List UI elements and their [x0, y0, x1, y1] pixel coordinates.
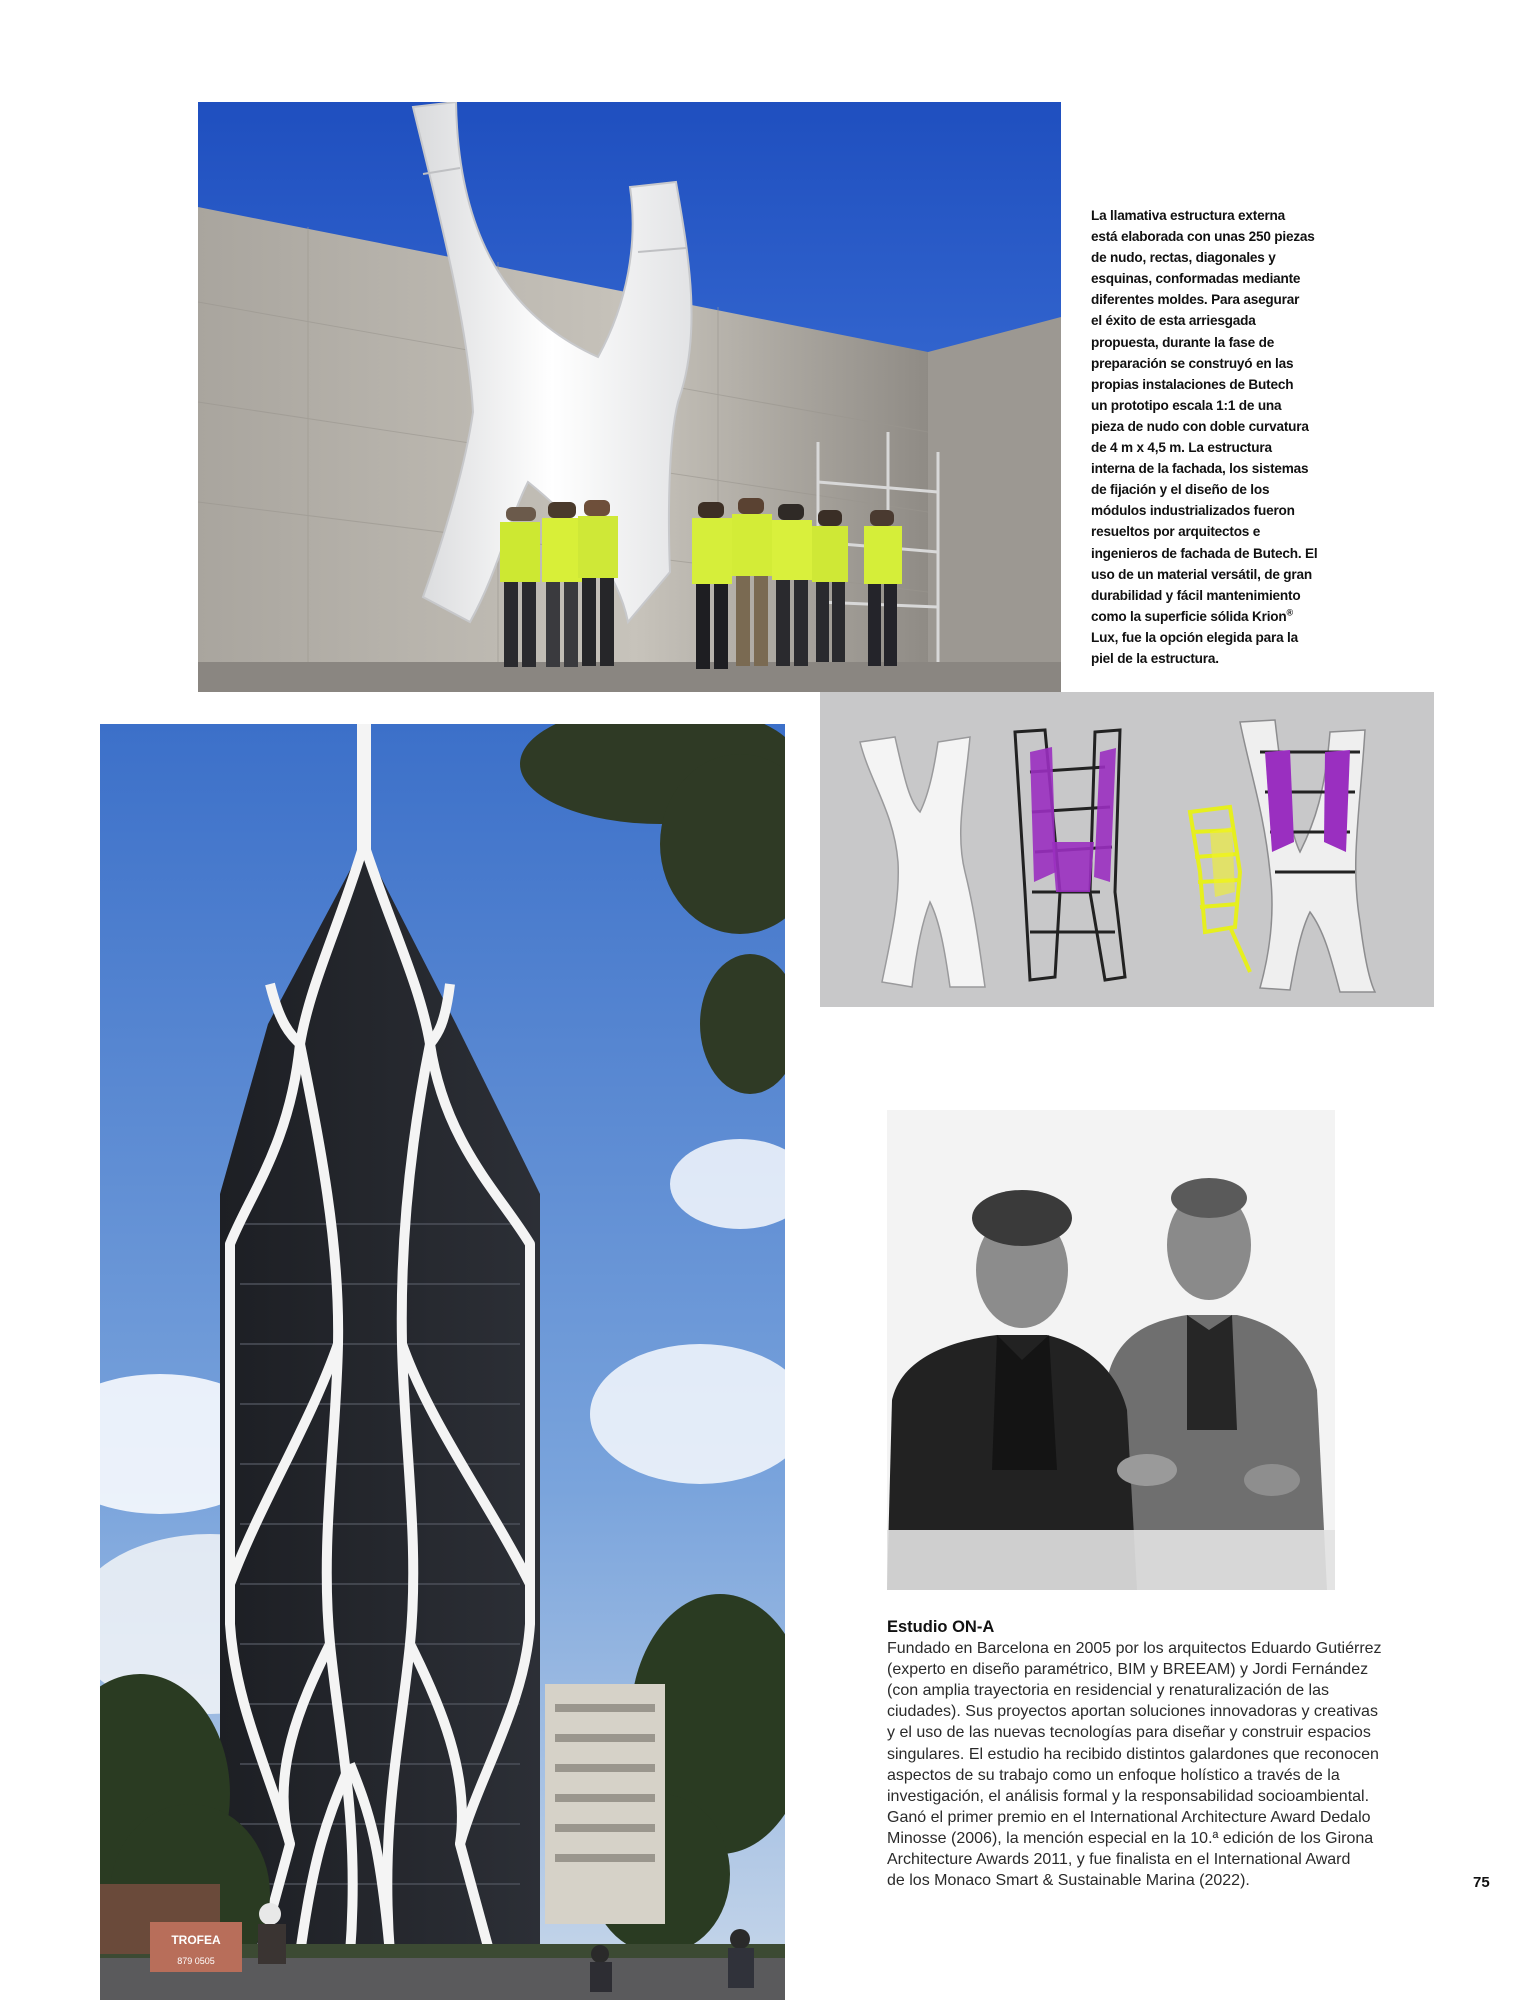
- structure-caption: [1091, 205, 1341, 669]
- tower-rendering-photo: [100, 724, 785, 2000]
- bio-title: Estudio ON-A: [887, 1618, 995, 1636]
- node-structure-diagram: [820, 692, 1434, 1007]
- trofea-sign: TROFEA: [171, 1933, 221, 1947]
- trofea-phone: 879 0505: [177, 1956, 215, 1966]
- structure-prototype-photo: [198, 102, 1061, 692]
- studio-bio: [887, 1617, 1427, 1891]
- registered-mark: ®: [1286, 607, 1293, 618]
- caption-text: La llamativa estructura externa está elaborada con unas 250 piezas de nudo, rectas, diagonales y esquinas, conformadas mediante diferentes moldes. Para asegurar el éxito de esta arriesgada propuesta, durante la fase de preparación se construyó en las propias instalaciones de Butech un prototipo escala 1:1 de una pieza de nudo con doble curvatura de 4 m x 4,5 m. La estructura interna de la fachada, los sistemas de fijación y el diseño de los módulos industrializados fueron resueltos por arquitectos e ingenieros de fachada de Butech. El uso de un material versátil, de gran durabilidad y fácil mantenimiento como la superficie sólida Krion: [1091, 208, 1318, 624]
- caption-text-end: Lux, fue la opción elegida para la piel de la estructura.: [1091, 629, 1298, 666]
- bio-text: Fundado en Barcelona en 2005 por los arquitectos Eduardo Gutiérrez (experto en diseño paramétrico, BIM y BREEAM) y Jordi Fernández (con amplia trayectoria en residencial y renaturalización de las ciudades). Sus proyectos aportan soluciones innovadoras y creativas y el uso de las nuevas tecnologías para diseñar y construir espacios singulares. El estudio ha recibido distintos galardones que reconocen aspectos de su trabajo como un enfoque holístico a través de la investigación, el análisis formal y la responsabilidad socioambiental. Ganó el primer premio en el International Architecture Award Dedalo Minosse (2006), la mención especial en la 10.ª edición de los Girona Architecture Awards 2011, y fue finalista en el International Award de los Monaco Smart & Sustainable Marina (2022).: [887, 1640, 1382, 1890]
- page-number: 75: [1473, 1874, 1490, 1891]
- architects-portrait-photo: [887, 1110, 1335, 1590]
